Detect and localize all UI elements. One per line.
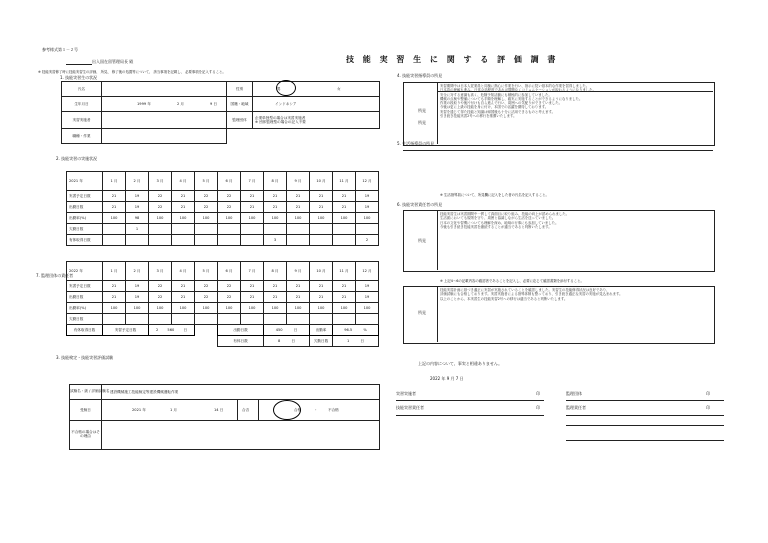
recipient-line bbox=[66, 64, 92, 65]
table-cell: 21 bbox=[310, 191, 333, 202]
table-cell bbox=[103, 235, 126, 246]
sig3-seal: 印 bbox=[706, 391, 710, 396]
table-cell: 21 bbox=[333, 202, 356, 213]
table-row bbox=[67, 281, 379, 292]
name-value bbox=[102, 82, 227, 97]
table-cell: 22 bbox=[195, 292, 218, 303]
exam-month: 1 月 bbox=[170, 408, 178, 412]
table-cell: 100 bbox=[172, 303, 195, 314]
table-cell: 100 bbox=[241, 303, 264, 314]
row-label: 出勤日数 bbox=[67, 292, 103, 303]
summary-att-unit: 日 bbox=[293, 328, 298, 332]
nationality-label: 国籍・地域 bbox=[227, 97, 253, 112]
month-cell: 1 月 bbox=[103, 262, 126, 281]
table-cell: 19 bbox=[356, 281, 379, 292]
summary-plan-unit: 日 bbox=[183, 328, 188, 332]
table-cell: 21 bbox=[333, 292, 356, 303]
text-line: 以上のことから、本実習生の技能実習2号への移行は適当であると判断いたします。 bbox=[440, 296, 568, 301]
year-label: 2022 年 bbox=[69, 269, 83, 273]
month-cell: 4 月 bbox=[172, 262, 195, 281]
sig2-label: 技能実習責任者 bbox=[396, 405, 424, 410]
table-cell: 19 bbox=[356, 202, 379, 213]
sex-label: 性別 bbox=[227, 82, 253, 97]
table-row bbox=[67, 314, 379, 325]
table-cell: 100 bbox=[264, 303, 287, 314]
table-cell: 22 bbox=[195, 281, 218, 292]
table-cell: 21 bbox=[264, 281, 287, 292]
text-line: 生活面においても規則を守り、周囲と協調しながら生活を送っていました。 bbox=[440, 216, 556, 221]
sex-male: 男 bbox=[277, 87, 281, 91]
text-line: 技能実習計画に基づき適正に実習が実施されていることを確認しました。実習生の技能修得状況は良好であり、 bbox=[440, 288, 610, 292]
table-cell: 21 bbox=[103, 281, 126, 292]
summary-att-days: 450 bbox=[275, 328, 283, 332]
summary2-a-label: 有休日数 bbox=[218, 336, 264, 347]
table-cell: 21 bbox=[103, 292, 126, 303]
summary2-b-label: 欠勤日数 bbox=[310, 336, 333, 347]
type-value bbox=[102, 112, 227, 129]
section4-label-b: 所見 bbox=[418, 120, 426, 125]
divider bbox=[258, 400, 259, 420]
section6-label: 所見 bbox=[418, 238, 426, 243]
table-row bbox=[67, 191, 379, 202]
month-cell: 10 月 bbox=[310, 172, 333, 191]
table-cell: 21 bbox=[241, 281, 264, 292]
table-cell: 100 bbox=[287, 213, 310, 224]
table-cell: 19 bbox=[126, 281, 149, 292]
table-cell bbox=[149, 235, 172, 246]
table-cell: 19 bbox=[126, 292, 149, 303]
summary2-b-number: 1 bbox=[346, 339, 350, 343]
text-line: 日本の文化や習慣についても理解を深め、地域の行事にも参加していました。 bbox=[440, 220, 559, 225]
summary-rate-label: 出勤率 bbox=[310, 325, 333, 336]
summary-att-value bbox=[264, 325, 310, 336]
sex-selection-circle bbox=[276, 80, 296, 96]
table-cell bbox=[218, 314, 241, 325]
exam-value: 建設機械施工技能検定等建設機械運転作業 bbox=[102, 385, 380, 400]
table-cell: 22 bbox=[149, 202, 172, 213]
text-line: 作業の段取りや後片付けも自ら進んで行い、周囲への気配りができていました。 bbox=[440, 101, 563, 106]
table-cell: 19 bbox=[356, 191, 379, 202]
month-cell: 11 月 bbox=[333, 262, 356, 281]
table-cell bbox=[264, 224, 287, 235]
text-line: 引き続き技能実習2号への移行を推薦いたします。 bbox=[440, 114, 517, 119]
period-note-1: 企業単独型の場合は実習実施者 bbox=[255, 115, 306, 120]
table-row bbox=[67, 292, 379, 303]
sex-female: 女 bbox=[337, 87, 341, 91]
divider bbox=[403, 150, 713, 151]
summary-plan-label: 実習予定日数 bbox=[103, 325, 149, 336]
table-row bbox=[67, 224, 379, 235]
month-cell: 3 月 bbox=[149, 172, 172, 191]
table-cell: 21 bbox=[264, 191, 287, 202]
table-cell: 21 bbox=[287, 281, 310, 292]
signature-line bbox=[566, 400, 724, 401]
dob-day: 9 日 bbox=[210, 102, 218, 106]
period-label: 監理団体 bbox=[227, 112, 253, 129]
month-cell: 9 月 bbox=[287, 262, 310, 281]
table-cell: 3 bbox=[264, 235, 287, 246]
table-cell: 100 bbox=[126, 303, 149, 314]
month-cell: 6 月 bbox=[218, 172, 241, 191]
sig3-label: 監理団体 bbox=[566, 391, 582, 396]
table-cell: 21 bbox=[310, 292, 333, 303]
section6b-label: 所見 bbox=[418, 310, 426, 315]
table-cell: 21 bbox=[287, 191, 310, 202]
table-cell: 100 bbox=[195, 213, 218, 224]
table-cell bbox=[126, 235, 149, 246]
section6-heading: 6. 技能実習責任者の所見 bbox=[397, 202, 443, 207]
result-sep: ・ bbox=[314, 408, 318, 412]
position-value bbox=[102, 129, 227, 144]
dob-year: 1999 年 bbox=[137, 102, 151, 106]
table-cell: 21 bbox=[241, 292, 264, 303]
table-cell bbox=[103, 314, 126, 325]
table-cell bbox=[195, 235, 218, 246]
section4-heading: 4. 技能実習指導員の所見 bbox=[397, 73, 443, 78]
month-cell: 5 月 bbox=[195, 262, 218, 281]
table-cell bbox=[195, 314, 218, 325]
intro-note: ※ 技能実習修了時に技能実習生の評価、 所見、 修了後の処置等について、 該当事項を記載し、 必要事項を記入すること。 bbox=[38, 70, 226, 74]
table-cell: 22 bbox=[218, 292, 241, 303]
table-cell bbox=[264, 314, 287, 325]
text-line: 今後は更に上級の技能を身に付け、本国での活躍を期待しております。 bbox=[440, 105, 549, 110]
table-cell: 100 bbox=[103, 303, 126, 314]
table-cell bbox=[287, 224, 310, 235]
date-label: 受検日 bbox=[70, 400, 102, 421]
exam-year: 2021 年 bbox=[132, 408, 146, 412]
table-cell: 19 bbox=[126, 202, 149, 213]
table-cell: 22 bbox=[149, 281, 172, 292]
blank-cell bbox=[227, 129, 253, 144]
table-cell: 100 bbox=[218, 213, 241, 224]
text-line: 日本語の理解も進み、日常会話程度であれば問題なくコミュニケーションが取れるようになりました。 bbox=[440, 88, 596, 93]
row-label: 出勤率(%) bbox=[67, 303, 103, 314]
blank-cell bbox=[195, 325, 218, 336]
table-cell bbox=[126, 314, 149, 325]
result-label: 合否 bbox=[242, 408, 250, 412]
table-cell bbox=[218, 224, 241, 235]
attendance-rows-2021 bbox=[67, 191, 379, 246]
position-label: 職種・作業 bbox=[62, 129, 102, 144]
month-cell: 10 月 bbox=[310, 262, 333, 281]
table-cell bbox=[241, 314, 264, 325]
table-cell bbox=[195, 224, 218, 235]
signature-line bbox=[396, 415, 544, 416]
table-cell bbox=[310, 235, 333, 246]
row-label: 出勤日数 bbox=[67, 202, 103, 213]
table-cell bbox=[172, 224, 195, 235]
table-cell: 100 bbox=[195, 303, 218, 314]
name-label: 氏名 bbox=[62, 82, 102, 97]
table-cell bbox=[287, 314, 310, 325]
table-cell: 22 bbox=[149, 191, 172, 202]
table-cell: 19 bbox=[126, 191, 149, 202]
table-cell bbox=[333, 314, 356, 325]
month-cell: 4 月 bbox=[172, 172, 195, 191]
sig4-label: 監理責任者 bbox=[566, 405, 586, 410]
table-cell: 21 bbox=[172, 292, 195, 303]
signature-line bbox=[566, 415, 724, 416]
blank-cell bbox=[253, 129, 380, 144]
table-cell: 21 bbox=[103, 191, 126, 202]
month-cell: 5 月 bbox=[195, 172, 218, 191]
row-label: 実習予定日数 bbox=[67, 281, 103, 292]
table-cell: 22 bbox=[218, 202, 241, 213]
summary2-a-number: 8 bbox=[277, 339, 281, 343]
table-cell: 100 bbox=[333, 213, 356, 224]
summary-label: 有休取得日数 bbox=[67, 325, 103, 336]
exam-day: 14 日 bbox=[214, 408, 224, 412]
blank-cell bbox=[67, 336, 195, 347]
section1-heading: 1. 技能実習生の状況 bbox=[60, 75, 98, 80]
statement: 上記の内容について、事実と相違ありません。 bbox=[418, 361, 503, 366]
divider bbox=[237, 400, 238, 420]
table-cell: 100 bbox=[287, 303, 310, 314]
reason-label: 不合格の場合はその理由 bbox=[70, 421, 102, 450]
text-line: 評価試験にも合格しております。実習実施者による指導体制も整っており、引き続き適正な実習の実施が見込まれます。 bbox=[440, 292, 623, 297]
sig1-seal: 印 bbox=[536, 391, 540, 396]
dob-label: 生年月日 bbox=[62, 97, 102, 112]
text-line: 今後も引き続き技能実習を継続することが適当であると判断いたします。 bbox=[440, 224, 552, 229]
summary-rate-unit: % bbox=[363, 328, 367, 332]
reason-value bbox=[102, 421, 380, 450]
table-cell bbox=[241, 224, 264, 235]
table-row bbox=[67, 213, 379, 224]
text-line: 技能実習生は実習期間中一貫して真面目に取り組み、技能の向上が認められました。 bbox=[440, 212, 570, 216]
period-note-2: ※ 団体監理型の場合の記入不要 bbox=[255, 120, 306, 124]
table-cell bbox=[310, 224, 333, 235]
personal-info-table bbox=[61, 81, 380, 144]
signature-date: 2022 年 9 月 7 日 bbox=[430, 376, 464, 381]
table-cell: 22 bbox=[218, 191, 241, 202]
summary-rate-value bbox=[333, 325, 379, 336]
table-cell: 21 bbox=[264, 292, 287, 303]
table-cell bbox=[356, 314, 379, 325]
table-cell bbox=[333, 224, 356, 235]
table-row bbox=[67, 202, 379, 213]
month-cell: 2 月 bbox=[126, 172, 149, 191]
table-cell bbox=[310, 314, 333, 325]
summary-plan-days: 2 bbox=[155, 328, 159, 332]
table-cell: 98 bbox=[126, 213, 149, 224]
table-cell: 19 bbox=[356, 292, 379, 303]
summary2-b-value bbox=[333, 336, 379, 347]
year-label: 2021 年 bbox=[69, 179, 83, 183]
exam-table bbox=[69, 384, 380, 450]
month-cell: 1 月 bbox=[103, 172, 126, 191]
date-result-cell bbox=[102, 400, 380, 421]
attendance-rows-2022 bbox=[67, 281, 379, 325]
form-number: 参考様式第１－２号 bbox=[42, 47, 78, 52]
dob-month: 2 月 bbox=[177, 102, 185, 106]
table-cell: 100 bbox=[103, 213, 126, 224]
table-cell: 21 bbox=[172, 191, 195, 202]
table-row bbox=[67, 303, 379, 314]
section4-label-a: 所見 bbox=[418, 108, 426, 113]
month-cell: 7 月 bbox=[241, 262, 264, 281]
table-cell: 1 bbox=[126, 224, 149, 235]
signature-line bbox=[396, 400, 544, 401]
summary-att-label: 出勤日数 bbox=[218, 325, 264, 336]
table-cell: 2 bbox=[356, 235, 379, 246]
table-cell: 21 bbox=[287, 292, 310, 303]
row-label: 実習予定日数 bbox=[67, 191, 103, 202]
table-cell: 100 bbox=[264, 213, 287, 224]
sex-value bbox=[253, 82, 380, 97]
summary-rate-number: 96.5 bbox=[344, 328, 353, 332]
section4-text bbox=[440, 84, 710, 118]
result-fail: 不合格 bbox=[328, 408, 339, 412]
month-cell: 8 月 bbox=[264, 172, 287, 191]
table-cell: 21 bbox=[172, 281, 195, 292]
supervisor-side-label: 7. 監理団体の責任者 bbox=[36, 273, 74, 278]
table-cell: 21 bbox=[103, 202, 126, 213]
table-cell: 22 bbox=[218, 281, 241, 292]
section6-note2: ※ 上記4～6の記載内容の確認者であることを記入し、必要に応じて確認書類を添付すること。 bbox=[440, 279, 584, 283]
table-cell: 100 bbox=[241, 213, 264, 224]
summary-plan-value bbox=[149, 325, 195, 336]
table-cell bbox=[149, 224, 172, 235]
summary2-a-unit: 日 bbox=[291, 339, 296, 343]
attendance-table-2021 bbox=[66, 171, 379, 246]
month-cell: 12 月 bbox=[356, 262, 379, 281]
month-cell: 7 月 bbox=[241, 172, 264, 191]
table-cell: 22 bbox=[149, 292, 172, 303]
result-selection-circle bbox=[273, 400, 301, 420]
divider bbox=[437, 210, 438, 270]
table-cell: 21 bbox=[264, 202, 287, 213]
table-cell: 21 bbox=[241, 191, 264, 202]
table-cell: 100 bbox=[310, 303, 333, 314]
row-label: 欠勤日数 bbox=[67, 224, 103, 235]
table-cell: 100 bbox=[149, 213, 172, 224]
table-cell bbox=[172, 314, 195, 325]
row-label: 欠勤日数 bbox=[67, 314, 103, 325]
table-cell: 21 bbox=[287, 202, 310, 213]
row-label: 出勤率(%) bbox=[67, 213, 103, 224]
table-cell bbox=[149, 314, 172, 325]
table-cell: 100 bbox=[218, 303, 241, 314]
sig1-label: 実習実施者 bbox=[396, 391, 416, 396]
table-cell bbox=[218, 235, 241, 246]
section6-text bbox=[440, 212, 710, 229]
dob-value bbox=[102, 97, 227, 112]
table-cell bbox=[241, 235, 264, 246]
section6b-text bbox=[440, 288, 710, 301]
divider bbox=[437, 286, 438, 342]
table-cell: 100 bbox=[149, 303, 172, 314]
nationality-value: インドネシア bbox=[253, 97, 380, 112]
text-line: 安全に対する意識も高く、危険予知活動にも積極的に参加していました。 bbox=[440, 92, 552, 97]
table-cell bbox=[333, 235, 356, 246]
result-pass: 合格 bbox=[294, 408, 302, 412]
sig2-seal: 印 bbox=[536, 405, 540, 410]
summary2-b-unit: 日 bbox=[360, 339, 365, 343]
month-cell: 11 月 bbox=[333, 172, 356, 191]
document-title: 技 能 実 習 生 に 関 す る 評 価 調 書 bbox=[346, 55, 559, 64]
type-label: 実習実施者 bbox=[62, 112, 102, 129]
section5-heading: 5. 生活指導員の所見 bbox=[397, 141, 435, 146]
month-cell: 12 月 bbox=[356, 172, 379, 191]
attendance-table-2022 bbox=[66, 261, 379, 347]
table-cell: 21 bbox=[310, 281, 333, 292]
recipient: 出入国在留管理局長 殿 bbox=[92, 59, 134, 64]
table-cell: 21 bbox=[172, 202, 195, 213]
month-cell: 6 月 bbox=[218, 262, 241, 281]
table-row bbox=[67, 235, 379, 246]
month-cell: 9 月 bbox=[287, 172, 310, 191]
table-cell: 100 bbox=[310, 213, 333, 224]
signature-line bbox=[566, 440, 724, 441]
month-cell: 2 月 bbox=[126, 262, 149, 281]
table-cell: 100 bbox=[356, 213, 379, 224]
summary2-a-value bbox=[264, 336, 310, 347]
month-cell: 3 月 bbox=[149, 262, 172, 281]
signature-line bbox=[566, 425, 724, 426]
year-cell bbox=[67, 172, 103, 191]
section3-heading: 3. 技能検定・技能実習評価試験 bbox=[56, 355, 114, 360]
table-cell bbox=[287, 235, 310, 246]
row-label: 有休取得日数 bbox=[67, 235, 103, 246]
table-cell bbox=[103, 224, 126, 235]
table-cell: 22 bbox=[195, 202, 218, 213]
table-cell bbox=[172, 235, 195, 246]
period-value bbox=[253, 112, 380, 129]
table-cell: 21 bbox=[310, 202, 333, 213]
table-cell: 100 bbox=[356, 303, 379, 314]
table-cell bbox=[356, 224, 379, 235]
table-cell: 21 bbox=[333, 281, 356, 292]
section6-note: ※ 生活指導員について、所見欄に記入をした者の氏名を記入すること。 bbox=[440, 193, 549, 197]
table-cell: 100 bbox=[333, 303, 356, 314]
table-cell: 100 bbox=[172, 213, 195, 224]
table-cell: 22 bbox=[195, 191, 218, 202]
section2-heading: 2. 技能実習の実施状況 bbox=[56, 156, 98, 161]
table-cell: 21 bbox=[241, 202, 264, 213]
text-line: 機械の点検や整備についても手順を理解し、確実に実施することができるようになりました。 bbox=[440, 96, 583, 101]
table-cell: 21 bbox=[333, 191, 356, 202]
year-cell bbox=[67, 262, 103, 281]
blank-cell bbox=[195, 336, 218, 347]
sig4-seal: 印 bbox=[706, 405, 710, 410]
exam-label: 試験名・級 / 評価試験名 bbox=[70, 385, 102, 400]
month-cell: 8 月 bbox=[264, 262, 287, 281]
summary-plan-days-total: 560 bbox=[167, 328, 175, 332]
text-line: 実習期間中は日本人従業員と同様に熱心に作業を行い、指示に従い基本的な作業を習得しました。 bbox=[440, 84, 590, 88]
text-line: 実習を通じて得た技能と知識は帰国後も十分に活用できるものと考えます。 bbox=[440, 109, 556, 114]
